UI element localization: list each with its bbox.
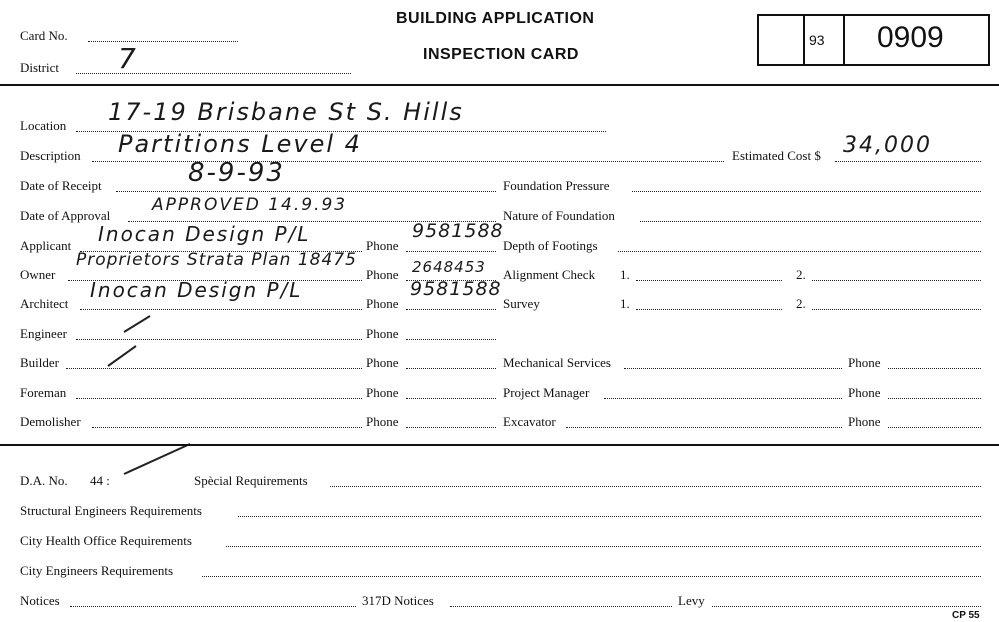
applicant-phone-value: 9581588 <box>412 220 504 242</box>
architect-value: Inocan Design P/L <box>90 278 303 302</box>
estimated-cost-label: Estimated Cost $ <box>732 148 821 163</box>
foundation-pressure-label: Foundation Pressure <box>503 178 610 193</box>
structural-requirements-label: Structural Engineers Requirements <box>20 503 202 518</box>
engineer-phone-label: Phone <box>366 326 399 341</box>
demolisher-label: Demolisher <box>20 414 81 429</box>
date-receipt-value: 8-9-93 <box>188 158 285 188</box>
card-year: 93 <box>809 32 825 48</box>
date-receipt-label: Date of Receipt <box>20 178 102 193</box>
nature-foundation-field[interactable] <box>640 221 981 222</box>
owner-phone-value: 2648453 <box>412 258 486 276</box>
alignment-num-2: 2. <box>796 267 806 282</box>
excavator-phone-field[interactable] <box>888 427 981 428</box>
notices-label: Notices <box>20 593 60 608</box>
excavator-label: Excavator <box>503 414 556 429</box>
owner-label: Owner <box>20 267 56 282</box>
excavator-phone-label: Phone <box>848 414 881 429</box>
notices-317d-field[interactable] <box>450 606 672 607</box>
location-label: Location <box>20 118 67 133</box>
architect-phone-value: 9581588 <box>410 278 502 300</box>
survey-num-2: 2. <box>796 296 806 311</box>
notices-field[interactable] <box>70 606 356 607</box>
district-value: 7 <box>118 42 138 75</box>
builder-phone-label: Phone <box>366 355 399 370</box>
foreman-label: Foreman <box>20 385 67 400</box>
applicant-phone-label: Phone <box>366 238 399 253</box>
owner-value: Proprietors Strata Plan 18475 <box>76 250 357 270</box>
project-manager-phone-label: Phone <box>848 385 881 400</box>
form-code: CP 55 <box>952 610 980 621</box>
location-value: 17-19 Brisbane St S. Hills <box>108 98 464 126</box>
city-engineers-field[interactable] <box>202 576 981 577</box>
health-requirements-label: City Health Office Requirements <box>20 533 192 548</box>
date-approval-value: APPROVED 14.9.93 <box>152 195 348 215</box>
foreman-phone-label: Phone <box>366 385 399 400</box>
da-no-label: D.A. No. <box>20 473 68 488</box>
builder-label: Builder <box>20 355 59 370</box>
divider-bottom <box>0 444 999 446</box>
engineer-label: Engineer <box>20 326 67 341</box>
excavator-field[interactable] <box>566 427 842 428</box>
project-manager-field[interactable] <box>604 398 842 399</box>
architect-label: Architect <box>20 296 69 311</box>
special-requirements-label: Spècial Requirements <box>194 473 308 488</box>
description-value: Partitions Level 4 <box>118 130 362 158</box>
alignment-num-1: 1. <box>620 267 630 282</box>
alignment-field-1[interactable] <box>636 280 782 281</box>
estimated-cost-value: 34,000 <box>843 133 932 158</box>
levy-label: Levy <box>678 593 705 608</box>
applicant-label: Applicant <box>20 238 72 253</box>
survey-field-2[interactable] <box>812 309 981 310</box>
project-manager-phone-field[interactable] <box>888 398 981 399</box>
foundation-pressure-field[interactable] <box>632 191 981 192</box>
survey-field-1[interactable] <box>636 309 782 310</box>
date-approval-label: Date of Approval <box>20 208 111 223</box>
notices-317d-label: 317D Notices <box>362 593 434 608</box>
mechanical-phone-label: Phone <box>848 355 881 370</box>
demolisher-phone-label: Phone <box>366 414 399 429</box>
structural-requirements-field[interactable] <box>238 516 981 517</box>
form-title: BUILDING APPLICATION <box>396 10 595 27</box>
mechanical-phone-field[interactable] <box>888 368 981 369</box>
mechanical-field[interactable] <box>624 368 842 369</box>
description-label: Description <box>20 148 81 163</box>
survey-label: Survey <box>503 296 540 311</box>
nature-foundation-label: Nature of Foundation <box>503 208 615 223</box>
project-manager-label: Project Manager <box>503 385 590 400</box>
health-requirements-field[interactable] <box>226 546 981 547</box>
mechanical-label: Mechanical Services <box>503 355 611 370</box>
alignment-check-label: Alignment Check <box>503 267 596 282</box>
special-requirements-field[interactable] <box>330 486 981 487</box>
survey-num-1: 1. <box>620 296 630 311</box>
card-number: 0909 <box>877 21 944 54</box>
applicant-value: Inocan Design P/L <box>98 222 311 246</box>
architect-phone-label: Phone <box>366 296 399 311</box>
owner-phone-label: Phone <box>366 267 399 282</box>
depth-footings-label: Depth of Footings <box>503 238 598 253</box>
depth-footings-field[interactable] <box>618 251 981 252</box>
city-engineers-label: City Engineers Requirements <box>20 563 174 578</box>
district-label: District <box>20 60 59 75</box>
card-no-label: Card No. <box>20 28 68 43</box>
alignment-field-2[interactable] <box>812 280 981 281</box>
da-no-value: 44 : <box>90 473 110 488</box>
form-subtitle: INSPECTION CARD <box>423 46 579 63</box>
levy-field[interactable] <box>712 606 981 607</box>
